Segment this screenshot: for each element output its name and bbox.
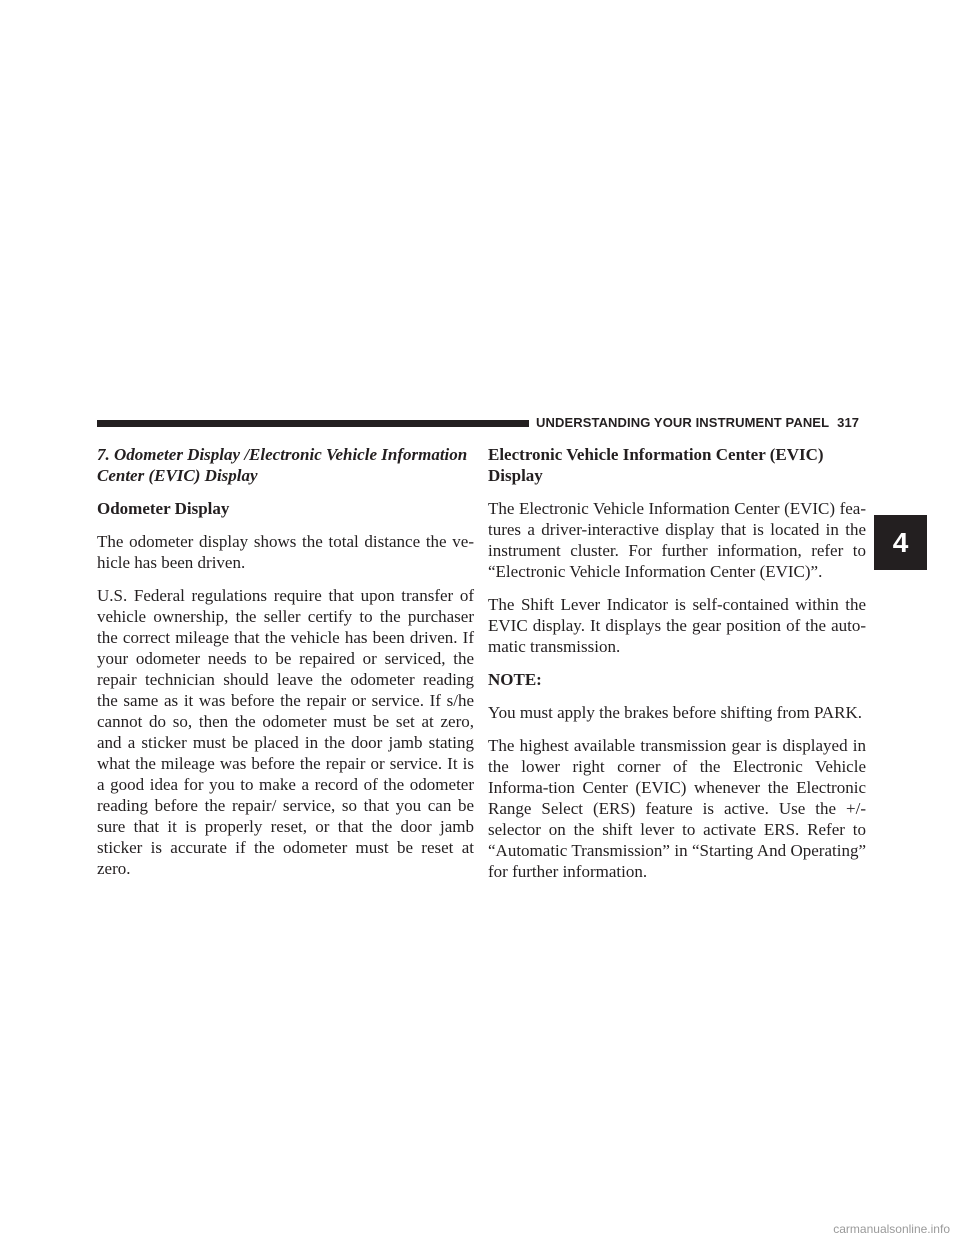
chapter-tab: 4 [874, 515, 927, 570]
evic-paragraph-1: The Electronic Vehicle Information Center (EVIC) fea-tures a driver-interactive display that is located in the instrument cluster. For further information, refer to “Electronic Vehicle Information Center (EVIC)”. [488, 499, 866, 581]
left-column [97, 444, 474, 891]
evic-subheading: Electronic Vehicle Information Center (EVIC) Display [488, 445, 824, 485]
evic-paragraph-2: The Shift Lever Indicator is self-contained within the EVIC display. It displays the gear position of the auto-matic transmission. [488, 595, 866, 656]
page-number: 317 [837, 415, 860, 430]
running-header [536, 415, 859, 430]
right-column [488, 444, 866, 894]
section-title: UNDERSTANDING YOUR INSTRUMENT PANEL [536, 415, 830, 430]
note-text: You must apply the brakes before shifting from PARK. [488, 703, 862, 722]
note-label: NOTE: [488, 670, 542, 689]
section-heading: 7. Odometer Display /Electronic Vehicle Information Center (EVIC) Display [97, 445, 468, 485]
evic-paragraph-3: The highest available transmission gear is displayed in the lower right corner of the Electronic Vehicle Informa-tion Center (EVIC) whenever the Electronic Range Select (ERS) feature is active. Use the +/- selector on the shift lever to activate ERS. Refer to “Automatic Transmission” in “Starting And Operating” for further information. [488, 736, 866, 881]
header-rule [97, 420, 529, 427]
footer-watermark: carmanualsonline.info [833, 1222, 950, 1236]
odometer-subheading: Odometer Display [97, 499, 230, 518]
odometer-paragraph-2: U.S. Federal regulations require that upon transfer of vehicle ownership, the seller certify to the purchaser the correct mileage that the vehicle has been driven. If your odometer needs to be repaired or serviced, the repair technician should leave the odometer reading the same as it was before the repair or service. If s/he cannot do so, then the odometer must be set at zero, and a sticker must be placed in the door jamb stating what the mileage was before the repair or service. It is a good idea for you to make a record of the odometer reading before the repair/ service, so that you can be sure that it is properly reset, or that the door jamb sticker is accurate if the odometer must be reset at zero. [97, 586, 474, 878]
odometer-paragraph-1: The odometer display shows the total distance the ve-hicle has been driven. [97, 532, 474, 572]
